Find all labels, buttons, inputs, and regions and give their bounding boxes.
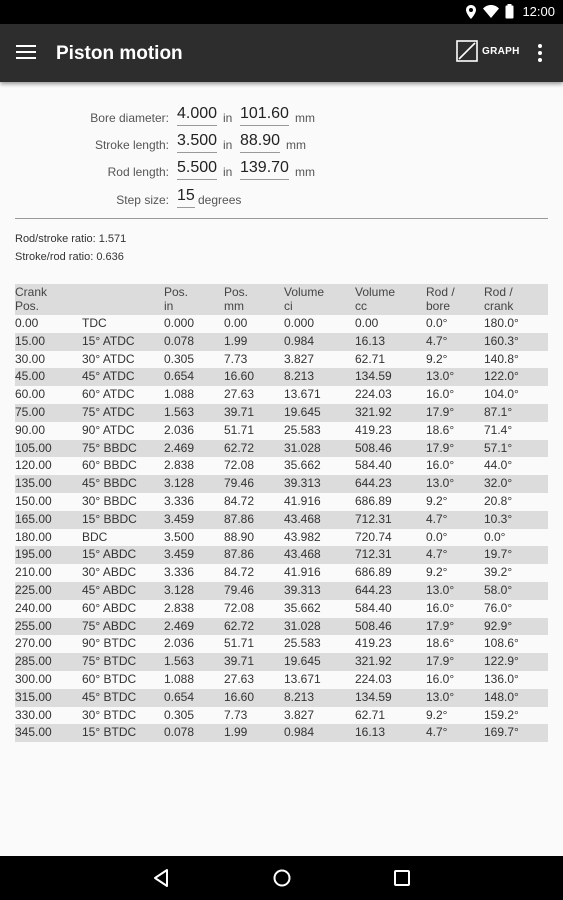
cell-volume-cc: 321.92 <box>355 653 426 671</box>
cell-rod-bore: 4.7° <box>426 724 484 742</box>
cell-rod-bore: 13.0° <box>426 689 484 707</box>
cell-position-label: 60° ABDC <box>82 600 137 615</box>
table-row <box>15 618 548 636</box>
cell-volume-ci: 0.984 <box>284 724 355 742</box>
table-row <box>15 457 548 475</box>
table-header-row <box>15 284 548 315</box>
cell-volume-cc: 644.23 <box>355 475 426 493</box>
table-row <box>15 493 548 511</box>
cell-volume-cc: 224.03 <box>355 387 392 402</box>
stroke-in-field[interactable]: 3.500 <box>177 131 217 153</box>
wifi-icon <box>483 5 499 18</box>
cell-rod-bore: 16.0° <box>426 671 455 686</box>
cell-rod-bore: 9.2° <box>426 351 448 366</box>
cell-position-label: 75° BTDC <box>82 653 164 671</box>
stroke-rod-ratio: Stroke/rod ratio: 0.636 <box>15 251 124 263</box>
cell-rod-crank: 92.9° <box>484 618 548 636</box>
cell-pos-in: 1.088 <box>164 671 195 686</box>
cell-crank-pos: 0.00 <box>15 316 39 330</box>
cell-rod-crank: 180.0° <box>484 316 519 330</box>
bore-mm-field[interactable]: 101.60 <box>240 104 289 126</box>
cell-rod-bore: 0.0° <box>426 316 448 330</box>
table-row <box>15 351 548 369</box>
cell-rod-crank: 169.7° <box>484 724 548 742</box>
bore-label: Bore diameter: <box>90 111 169 125</box>
cell-volume-cc: 0.00 <box>355 316 379 330</box>
cell-volume-ci: 8.213 <box>284 368 355 386</box>
table-row <box>15 529 548 547</box>
cell-rod-crank: 76.0° <box>484 600 513 615</box>
cell-crank-pos: 225.00 <box>15 582 82 600</box>
table-row <box>15 671 548 689</box>
cell-volume-cc: 419.23 <box>355 422 392 437</box>
overflow-menu-icon[interactable] <box>532 42 548 64</box>
step-field[interactable]: 15 <box>177 186 195 208</box>
cell-volume-cc: 321.92 <box>355 404 426 422</box>
cell-volume-cc: 686.89 <box>355 493 392 508</box>
cell-rod-bore: 17.9° <box>426 440 484 458</box>
cell-pos-mm: 72.08 <box>224 600 255 615</box>
cell-position-label: 90° BTDC <box>82 636 137 651</box>
cell-volume-cc: 134.59 <box>355 689 426 707</box>
cell-crank-pos: 90.00 <box>15 422 46 437</box>
cell-position-label: 75° BBDC <box>82 440 164 458</box>
cell-pos-in: 0.305 <box>164 707 195 722</box>
cell-rod-bore: 18.6° <box>426 636 455 651</box>
cell-rod-crank: 87.1° <box>484 404 548 422</box>
cell-position-label: 45° ABDC <box>82 582 164 600</box>
header-volume-ci: Volume ci <box>284 284 355 315</box>
cell-rod-bore: 16.0° <box>426 600 455 615</box>
cell-pos-mm: 7.73 <box>224 707 248 722</box>
cell-pos-in: 0.305 <box>164 351 195 366</box>
cell-rod-bore: 16.0° <box>426 387 455 402</box>
cell-volume-ci: 0.984 <box>284 333 355 351</box>
cell-volume-cc: 16.13 <box>355 724 426 742</box>
graph-icon <box>456 40 478 62</box>
cell-volume-ci: 0.000 <box>284 316 315 330</box>
cell-pos-mm: 72.08 <box>224 458 255 473</box>
cell-position-label: 75° ATDC <box>82 404 164 422</box>
cell-crank-pos: 315.00 <box>15 689 82 707</box>
cell-pos-mm: 0.00 <box>224 316 248 330</box>
status-time: 12:00 <box>522 4 555 19</box>
cell-volume-cc: 686.89 <box>355 565 392 580</box>
recents-icon[interactable] <box>392 868 412 888</box>
cell-pos-in: 2.469 <box>164 618 224 636</box>
cell-volume-cc: 712.31 <box>355 511 426 529</box>
back-icon[interactable] <box>151 868 171 888</box>
cell-pos-in: 0.654 <box>164 689 224 707</box>
table-row <box>15 564 548 582</box>
header-position-label <box>82 284 164 315</box>
graph-label: GRAPH <box>482 45 520 57</box>
rod-in-unit: in <box>223 165 233 179</box>
cell-crank-pos: 165.00 <box>15 511 82 529</box>
app-bar <box>0 24 563 82</box>
cell-position-label: 30° ABDC <box>82 565 137 580</box>
cell-volume-cc: 720.74 <box>355 529 392 544</box>
cell-position-label: 45° BBDC <box>82 475 164 493</box>
rod-mm-field[interactable]: 139.70 <box>240 158 289 180</box>
cell-pos-in: 1.563 <box>164 404 224 422</box>
cell-volume-cc: 644.23 <box>355 582 426 600</box>
cell-position-label: 60° BTDC <box>82 671 137 686</box>
table-row <box>15 582 548 600</box>
bore-in-field[interactable]: 4.000 <box>177 104 217 126</box>
cell-rod-bore: 9.2° <box>426 493 448 508</box>
bore-row <box>0 104 563 128</box>
cell-position-label: TDC <box>82 316 107 330</box>
rod-in-field[interactable]: 5.500 <box>177 158 217 180</box>
cell-pos-mm: 7.73 <box>224 351 248 366</box>
table-row <box>15 386 548 404</box>
cell-rod-crank: 140.8° <box>484 351 519 366</box>
cell-volume-ci: 3.827 <box>284 707 315 722</box>
cell-pos-in: 0.078 <box>164 724 224 742</box>
cell-volume-ci: 13.671 <box>284 671 321 686</box>
stroke-row <box>0 131 563 155</box>
cell-volume-cc: 508.46 <box>355 618 426 636</box>
cell-rod-bore: 17.9° <box>426 404 484 422</box>
cell-pos-in: 0.654 <box>164 368 224 386</box>
cell-rod-crank: 20.8° <box>484 493 513 508</box>
cell-pos-mm: 39.71 <box>224 404 284 422</box>
cell-position-label: 30° BBDC <box>82 493 137 508</box>
cell-volume-cc: 62.71 <box>355 707 386 722</box>
cell-pos-mm: 87.86 <box>224 546 284 564</box>
cell-pos-mm: 27.63 <box>224 387 255 402</box>
cell-rod-crank: 148.0° <box>484 689 548 707</box>
cell-pos-in: 3.128 <box>164 582 224 600</box>
cell-position-label: 30° ATDC <box>82 351 135 366</box>
cell-pos-mm: 27.63 <box>224 671 255 686</box>
cell-volume-ci: 43.468 <box>284 546 355 564</box>
cell-volume-cc: 224.03 <box>355 671 392 686</box>
cell-rod-bore: 4.7° <box>426 511 484 529</box>
cell-pos-in: 2.838 <box>164 600 195 615</box>
cell-rod-bore: 18.6° <box>426 422 455 437</box>
table-row <box>15 315 548 333</box>
cell-volume-ci: 39.313 <box>284 582 355 600</box>
table-row <box>15 333 548 351</box>
cell-volume-cc: 62.71 <box>355 351 386 366</box>
navigation-bar <box>0 856 563 900</box>
piston-motion-table <box>15 284 548 742</box>
cell-volume-cc: 584.40 <box>355 458 392 473</box>
cell-rod-crank: 122.9° <box>484 653 548 671</box>
cell-volume-ci: 3.827 <box>284 351 315 366</box>
cell-rod-crank: 57.1° <box>484 440 548 458</box>
cell-pos-in: 2.036 <box>164 422 195 437</box>
cell-position-label: 75° ABDC <box>82 618 164 636</box>
cell-position-label: 30° BTDC <box>82 707 137 722</box>
cell-pos-in: 0.078 <box>164 333 224 351</box>
header-rod-bore: Rod / bore <box>426 284 484 315</box>
cell-rod-crank: 122.0° <box>484 368 548 386</box>
cell-rod-crank: 160.3° <box>484 333 548 351</box>
rod-mm-unit: mm <box>295 165 315 179</box>
cell-rod-bore: 0.0° <box>426 529 448 544</box>
cell-volume-ci: 41.916 <box>284 565 321 580</box>
cell-position-label: 60° ATDC <box>82 387 135 402</box>
cell-pos-mm: 84.72 <box>224 565 255 580</box>
stroke-mm-field[interactable]: 88.90 <box>240 131 280 153</box>
cell-crank-pos: 15.00 <box>15 333 82 351</box>
cell-crank-pos: 120.00 <box>15 458 52 473</box>
cell-volume-ci: 41.916 <box>284 493 321 508</box>
rod-label: Rod length: <box>107 165 169 179</box>
cell-rod-bore: 4.7° <box>426 546 484 564</box>
cell-pos-mm: 62.72 <box>224 618 284 636</box>
stroke-mm-unit: mm <box>286 138 306 152</box>
cell-pos-mm: 88.90 <box>224 529 255 544</box>
cell-volume-ci: 35.662 <box>284 458 321 473</box>
cell-pos-in: 3.459 <box>164 511 224 529</box>
cell-crank-pos: 180.00 <box>15 529 52 544</box>
cell-crank-pos: 285.00 <box>15 653 82 671</box>
cell-volume-ci: 19.645 <box>284 404 355 422</box>
rod-row <box>0 158 563 182</box>
cell-rod-bore: 17.9° <box>426 653 484 671</box>
table-row <box>15 546 548 564</box>
cell-pos-mm: 51.71 <box>224 422 255 437</box>
stroke-in-unit: in <box>223 138 233 152</box>
cell-crank-pos: 30.00 <box>15 351 46 366</box>
header-pos-mm: Pos. mm <box>224 284 284 315</box>
stroke-label: Stroke length: <box>94 138 169 152</box>
cell-volume-ci: 25.583 <box>284 422 321 437</box>
cell-volume-cc: 508.46 <box>355 440 426 458</box>
table-row <box>15 368 548 386</box>
cell-crank-pos: 75.00 <box>15 404 82 422</box>
cell-pos-mm: 16.60 <box>224 689 284 707</box>
cell-crank-pos: 345.00 <box>15 724 82 742</box>
table-row <box>15 600 548 618</box>
cell-volume-cc: 419.23 <box>355 636 392 651</box>
bore-mm-unit: mm <box>295 111 315 125</box>
cell-rod-crank: 0.0° <box>484 529 506 544</box>
cell-volume-cc: 16.13 <box>355 333 426 351</box>
table-row <box>15 511 548 529</box>
cell-pos-mm: 79.46 <box>224 582 284 600</box>
cell-pos-mm: 87.86 <box>224 511 284 529</box>
cell-pos-in: 3.336 <box>164 493 195 508</box>
cell-rod-crank: 32.0° <box>484 475 548 493</box>
status-bar <box>0 0 563 24</box>
cell-rod-bore: 9.2° <box>426 565 448 580</box>
header-rod-crank: Rod / crank <box>484 284 548 315</box>
battery-icon <box>505 4 514 19</box>
cell-rod-crank: 44.0° <box>484 458 513 473</box>
table-body <box>15 315 548 742</box>
table-row <box>15 422 548 440</box>
cell-crank-pos: 135.00 <box>15 475 82 493</box>
step-unit: degrees <box>198 193 242 207</box>
table-row <box>15 653 548 671</box>
cell-volume-ci: 8.213 <box>284 689 355 707</box>
cell-pos-in: 2.036 <box>164 636 195 651</box>
graph-button[interactable] <box>456 40 520 62</box>
cell-volume-ci: 43.982 <box>284 529 321 544</box>
cell-pos-mm: 16.60 <box>224 368 284 386</box>
cell-rod-bore: 17.9° <box>426 618 484 636</box>
cell-rod-bore: 13.0° <box>426 582 484 600</box>
cell-volume-ci: 25.583 <box>284 636 321 651</box>
cell-position-label: 15° BTDC <box>82 724 164 742</box>
cell-crank-pos: 255.00 <box>15 618 82 636</box>
cell-crank-pos: 270.00 <box>15 636 52 651</box>
cell-pos-in: 1.088 <box>164 387 195 402</box>
cell-crank-pos: 150.00 <box>15 493 52 508</box>
cell-volume-ci: 13.671 <box>284 387 321 402</box>
cell-pos-in: 2.838 <box>164 458 195 473</box>
cell-volume-ci: 19.645 <box>284 653 355 671</box>
cell-volume-cc: 134.59 <box>355 368 426 386</box>
step-label: Step size: <box>116 193 169 207</box>
header-crank-pos: Crank Pos. <box>15 284 82 315</box>
cell-pos-in: 3.459 <box>164 546 224 564</box>
cell-rod-crank: 58.0° <box>484 582 548 600</box>
cell-volume-ci: 35.662 <box>284 600 321 615</box>
cell-position-label: BDC <box>82 529 108 544</box>
cell-crank-pos: 60.00 <box>15 387 46 402</box>
cell-volume-cc: 584.40 <box>355 600 392 615</box>
cell-crank-pos: 300.00 <box>15 671 52 686</box>
cell-pos-mm: 84.72 <box>224 493 255 508</box>
cell-rod-bore: 9.2° <box>426 707 448 722</box>
header-volume-cc: Volume cc <box>355 284 426 315</box>
home-icon[interactable] <box>272 868 292 888</box>
cell-rod-crank: 159.2° <box>484 707 519 722</box>
cell-pos-mm: 51.71 <box>224 636 255 651</box>
cell-rod-crank: 19.7° <box>484 546 548 564</box>
header-pos-in: Pos. in <box>164 284 224 315</box>
cell-pos-mm: 1.99 <box>224 333 284 351</box>
cell-pos-mm: 62.72 <box>224 440 284 458</box>
cell-rod-crank: 136.0° <box>484 671 519 686</box>
cell-pos-in: 0.000 <box>164 316 195 330</box>
cell-pos-in: 3.336 <box>164 565 195 580</box>
cell-crank-pos: 210.00 <box>15 565 52 580</box>
location-icon <box>465 5 477 19</box>
cell-position-label: 60° BBDC <box>82 458 137 473</box>
cell-volume-ci: 31.028 <box>284 618 355 636</box>
cell-position-label: 15° ABDC <box>82 546 164 564</box>
table-row <box>15 707 548 725</box>
cell-pos-in: 3.128 <box>164 475 224 493</box>
cell-position-label: 45° ATDC <box>82 368 164 386</box>
cell-pos-mm: 79.46 <box>224 475 284 493</box>
divider <box>15 218 548 219</box>
cell-crank-pos: 195.00 <box>15 546 82 564</box>
cell-rod-crank: 39.2° <box>484 565 513 580</box>
cell-rod-crank: 71.4° <box>484 422 513 437</box>
cell-rod-crank: 104.0° <box>484 387 519 402</box>
cell-volume-cc: 712.31 <box>355 546 426 564</box>
cell-rod-bore: 13.0° <box>426 475 484 493</box>
cell-position-label: 15° ATDC <box>82 333 164 351</box>
cell-rod-bore: 13.0° <box>426 368 484 386</box>
cell-crank-pos: 45.00 <box>15 368 82 386</box>
cell-pos-in: 3.500 <box>164 529 195 544</box>
cell-rod-bore: 16.0° <box>426 458 455 473</box>
cell-pos-in: 1.563 <box>164 653 224 671</box>
cell-pos-mm: 39.71 <box>224 653 284 671</box>
cell-pos-in: 2.469 <box>164 440 224 458</box>
table-row <box>15 724 548 742</box>
table-row <box>15 635 548 653</box>
cell-crank-pos: 105.00 <box>15 440 82 458</box>
cell-volume-ci: 43.468 <box>284 511 355 529</box>
bore-in-unit: in <box>223 111 233 125</box>
cell-rod-crank: 10.3° <box>484 511 548 529</box>
cell-crank-pos: 330.00 <box>15 707 52 722</box>
table-row <box>15 440 548 458</box>
table-row <box>15 475 548 493</box>
cell-volume-ci: 39.313 <box>284 475 355 493</box>
cell-rod-bore: 4.7° <box>426 333 484 351</box>
cell-position-label: 45° BTDC <box>82 689 164 707</box>
rod-stroke-ratio: Rod/stroke ratio: 1.571 <box>15 233 127 245</box>
menu-icon[interactable] <box>14 41 38 65</box>
cell-position-label: 15° BBDC <box>82 511 164 529</box>
table-row <box>15 404 548 422</box>
cell-crank-pos: 240.00 <box>15 600 52 615</box>
cell-volume-ci: 31.028 <box>284 440 355 458</box>
table-row <box>15 689 548 707</box>
cell-rod-crank: 108.6° <box>484 636 519 651</box>
page-title: Piston motion <box>56 43 183 64</box>
step-row <box>0 186 563 210</box>
cell-position-label: 90° ATDC <box>82 422 135 437</box>
cell-pos-mm: 1.99 <box>224 724 284 742</box>
